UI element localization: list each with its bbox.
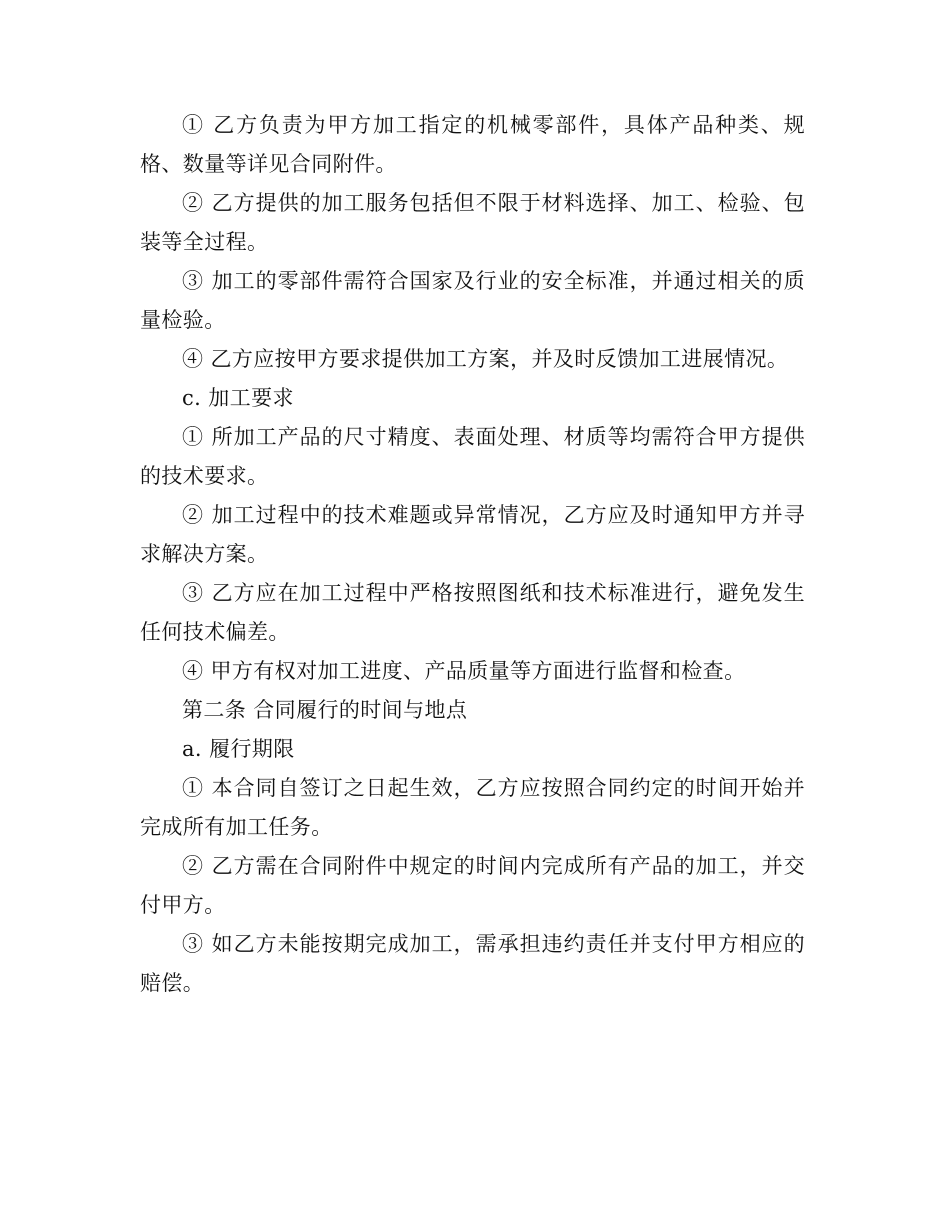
clause-item: ③ 加工的零部件需符合国家及行业的安全标准，并通过相关的质量检验。 [140,269,805,332]
clause-item: ① 本合同自签订之日起生效，乙方应按照合同约定的时间开始并完成所有加工任务。 [140,776,805,839]
clause-item: ② 乙方需在合同附件中规定的时间内完成所有产品的加工，并交付甲方。 [140,854,805,917]
article-heading: 第二条 合同履行的时间与地点 [182,698,468,722]
clause-item: ① 乙方负责为甲方加工指定的机械零部件，具体产品种类、规格、数量等详见合同附件。 [140,113,805,176]
clause-item: ② 加工过程中的技术难题或异常情况，乙方应及时通知甲方并寻求解决方案。 [140,503,805,566]
clause-item: ④ 乙方应按甲方要求提供加工方案，并及时反馈加工进展情况。 [182,347,789,371]
clause-item: ② 乙方提供的加工服务包括但不限于材料选择、加工、检验、包装等全过程。 [140,191,805,254]
document-body [140,106,805,1003]
section-subheading: a. 履行期限 [182,737,295,761]
section-subheading: c. 加工要求 [182,386,294,410]
clause-item: ① 所加工产品的尺寸精度、表面处理、材质等均需符合甲方提供的技术要求。 [140,425,805,488]
clause-item: ③ 乙方应在加工过程中严格按照图纸和技术标准进行，避免发生任何技术偏差。 [140,581,805,644]
clause-item: ④ 甲方有权对加工进度、产品质量等方面进行监督和检查。 [182,659,746,683]
clause-item: ③ 如乙方未能按期完成加工，需承担违约责任并支付甲方相应的赔偿。 [140,932,805,995]
